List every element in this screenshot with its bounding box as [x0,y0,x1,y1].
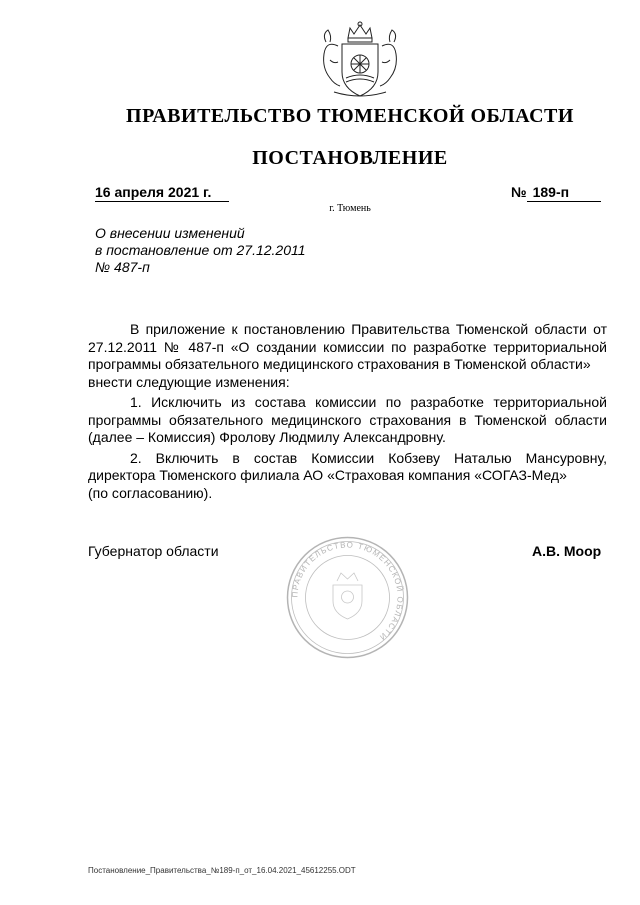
government-title: ПРАВИТЕЛЬСТВО ТЮМЕНСКОЙ ОБЛАСТИ [126,105,574,127]
official-seal-icon [285,535,410,660]
item-paragraph-2 [88,450,607,503]
city-label: г. Тюмень [329,203,371,214]
seal-text: ПРАВИТЕЛЬСТВО ТЮМЕНСКОЙ ОБЛАСТИ [290,540,405,643]
intro-last-line: внести следующие изменения: [88,373,290,390]
intro-paragraph [88,321,607,391]
document-subject [95,225,306,276]
document-type: ПОСТАНОВЛЕНИЕ [252,147,448,169]
subject-line: № 487-п [95,259,150,275]
coat-of-arms-icon [316,20,404,100]
item2-last-line: (по согласованию). [88,484,213,501]
document-body [88,321,607,505]
item-paragraph-1: 1. Исключить из состава комиссии по разработке территориальной программы обязательного медицинского страхования в Тюменской области (далее – Комиссия) Фролову Людмилу Александровну. [88,394,607,445]
intro-text: В приложение к постановлению Правительства Тюменской области от 27.12.2011 № 487-п «О создании комиссии по разработке территориальной программы обязательного медицинского страхования в Тюменской области» [88,321,607,372]
document-number-field [511,184,601,202]
number-prefix: № [511,184,527,200]
footer-filename: Постановление_Правительства_№189-п_от_16.04.2021_45612255.ODT [88,866,356,875]
document-date: 16 апреля 2021 г. [95,184,229,202]
document-number: 189-п [527,184,601,202]
item2-text: 2. Включить в состав Комиссии Кобзеву Наталью Мансуровну, директора Тюменского филиала АО «Страховая компания «СОГАЗ-Мед» [88,449,607,483]
signer-title: Губернатор области [88,543,219,559]
subject-line: О внесении изменений [95,225,245,241]
subject-line: в постановление от 27.12.2011 [95,242,306,258]
signer-name: А.В. Моор [532,543,602,559]
